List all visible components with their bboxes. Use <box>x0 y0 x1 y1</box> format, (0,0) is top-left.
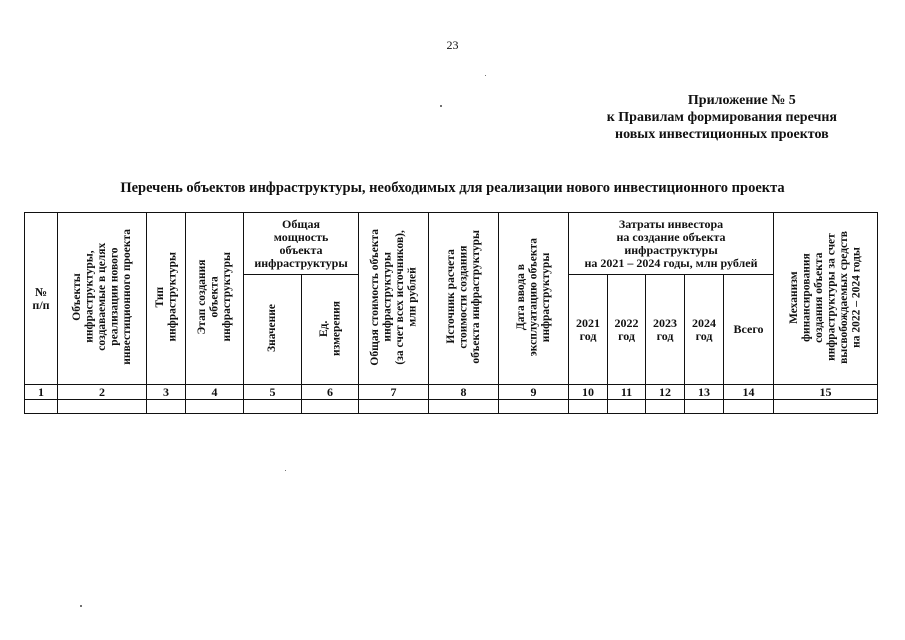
header-year-2021: 2021 год <box>569 275 608 385</box>
appendix-title: Приложение № 5 <box>687 93 796 108</box>
header-year-2023: 2023 год <box>646 275 685 385</box>
column-number: 10 <box>569 385 608 400</box>
header-total: Всего <box>724 275 774 385</box>
table-cell <box>608 400 646 414</box>
header-stage: Этап создания объекта инфраструктуры <box>186 213 244 385</box>
table-cell <box>186 400 244 414</box>
header-year-2024: 2024 год <box>685 275 724 385</box>
column-number: 6 <box>302 385 359 400</box>
header-capacity-group: Общая мощность объекта инфраструктуры <box>244 213 359 275</box>
header-number: № п/п <box>25 213 58 385</box>
infrastructure-table <box>24 212 878 414</box>
column-number: 5 <box>244 385 302 400</box>
scan-speck <box>485 75 486 76</box>
column-number: 8 <box>429 385 499 400</box>
table-cell <box>724 400 774 414</box>
column-number: 3 <box>147 385 186 400</box>
header-commission-date: Дата ввода в эксплуатацию объекта инфраструктуры <box>499 213 569 385</box>
column-number: 11 <box>608 385 646 400</box>
column-number: 12 <box>646 385 685 400</box>
header-investor-costs-group: Затраты инвестора на создание объекта инфраструктуры на 2021 – 2024 годы, млн рублей <box>569 213 774 275</box>
table-cell <box>359 400 429 414</box>
scan-speck <box>285 470 286 471</box>
table-cell <box>244 400 302 414</box>
table-cell <box>25 400 58 414</box>
column-number-row <box>25 385 878 400</box>
header-row-1 <box>25 213 878 275</box>
scan-speck <box>440 105 442 107</box>
appendix-header <box>607 92 837 143</box>
table-cell <box>646 400 685 414</box>
page-number: 23 <box>446 38 459 52</box>
table-cell <box>58 400 147 414</box>
header-total-cost: Общая стоимость объекта инфраструктуры (за счет всех источников), млн рублей <box>359 213 429 385</box>
column-number: 4 <box>186 385 244 400</box>
table-cell <box>499 400 569 414</box>
table-cell <box>685 400 724 414</box>
column-number: 14 <box>724 385 774 400</box>
header-value: Значение <box>244 275 302 385</box>
scan-speck <box>80 605 82 607</box>
header-objects: Объекты инфраструктуры, создаваемые в целях реализации нового инвестиционного проекта <box>58 213 147 385</box>
table-cell <box>429 400 499 414</box>
table-cell <box>147 400 186 414</box>
header-year-2022: 2022 год <box>608 275 646 385</box>
appendix-line-2: к Правилам формирования перечня <box>606 110 837 125</box>
column-number: 13 <box>685 385 724 400</box>
header-unit: Ед. измерения <box>302 275 359 385</box>
column-number: 15 <box>774 385 878 400</box>
column-number: 9 <box>499 385 569 400</box>
table-cell <box>774 400 878 414</box>
header-cost-source: Источник расчета стоимости создания объекта инфраструктуры <box>429 213 499 385</box>
table-cell <box>569 400 608 414</box>
empty-data-row <box>25 400 878 414</box>
table-cell <box>302 400 359 414</box>
column-number: 1 <box>25 385 58 400</box>
column-number: 7 <box>359 385 429 400</box>
document-title: Перечень объектов инфраструктуры, необходимых для реализации нового инвестиционного проекта <box>120 180 785 196</box>
header-type: Тип инфраструктуры <box>147 213 186 385</box>
appendix-line-3: новых инвестиционных проектов <box>615 127 829 142</box>
column-number: 2 <box>58 385 147 400</box>
header-financing-mechanism: Механизм финансирования создания объекта инфраструктуры за счет высвобождаемых средств на 2022 – 2024 годы <box>774 213 878 385</box>
